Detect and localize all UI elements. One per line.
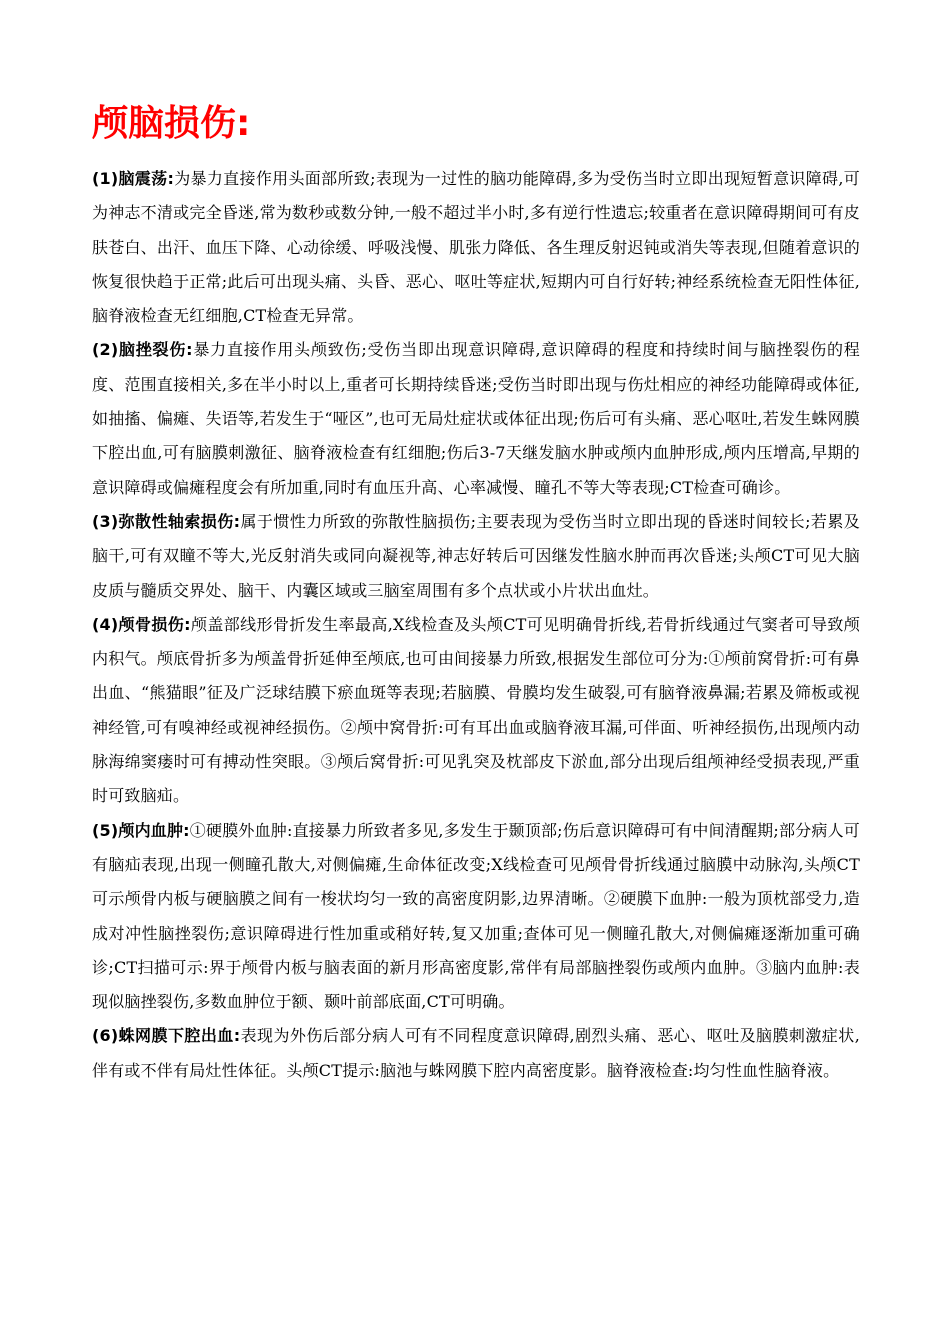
section-text: ①硬膜外血肿:直接暴力所致者多见,多发生于颞顶部;伤后意识障碍可有中间清醒期;部分病人可有脑疝表现,出现一侧瞳孔散大,对侧偏瘫,生命体征改变;X线检查可见颅骨骨折线通过脑膜中动脉沟,头颅CT可示颅骨内板与硬脑膜之间有一梭状均匀一致的高密度阴影,边界清晰。②硬膜下血肿:一般为顶枕部受力,造成对冲性脑挫裂伤;意识障碍进行性加重或稍好转,复又加重;查体可见一侧瞳孔散大,对侧偏瘫逐渐加重可确诊;CT扫描可示:界于颅骨内板与脑表面的新月形高密度影,常伴有局部脑挫裂伤或颅内血肿。③脑内血肿:表现似脑挫裂伤,多数血肿位于额、颞叶前部底面,CT可明确。	[92, 820, 860, 1012]
section-text: 表现为外伤后部分病人可有不同程度意识障碍,剧烈头痛、恶心、呕吐及脑膜刺激症状,伴有或不伴有局灶性体征。头颅CT提示:脑池与蛛网膜下腔内高密度影。脑脊液检查:均匀性血性脑脊液。	[92, 1026, 860, 1080]
section-heading: (5)颅内血肿:	[92, 820, 190, 840]
document-body	[92, 162, 860, 1088]
section-subarachnoid-hemorrhage	[92, 1019, 860, 1088]
section-heading: (3)弥散性轴索损伤:	[92, 511, 241, 531]
section-heading: (2)脑挫裂伤:	[92, 340, 193, 360]
section-text: 属于惯性力所致的弥散性脑损伤;主要表现为受伤当时立即出现的昏迷时间较长;若累及脑干,可有双瞳不等大,光反射消失或同向凝视等,神志好转后可因继发性脑水肿而再次昏迷;头颅CT可见大脑皮质与髓质交界处、脑干、内囊区域或三脑室周围有多个点状或小片状出血灶。	[92, 511, 860, 600]
section-heading: (6)蛛网膜下腔出血:	[92, 1026, 241, 1046]
section-heading: (4)颅骨损伤:	[92, 614, 191, 634]
section-intracranial-hematoma	[92, 814, 860, 1020]
section-diffuse-axonal-injury	[92, 505, 860, 608]
section-text: 颅盖部线形骨折发生率最高,X线检查及头颅CT可见明确骨折线,若骨折线通过气窦者可导致颅内积气。颅底骨折多为颅盖骨折延伸至颅底,也可由间接暴力所致,根据发生部位可分为:①颅前窝骨折:可有鼻出血、“熊猫眼”征及广泛球结膜下瘀血斑等表现;若脑膜、骨膜均发生破裂,可有脑脊液鼻漏;若累及筛板或视神经管,可有嗅神经或视神经损伤。②颅中窝骨折:可有耳出血或脑脊液耳漏,可伴面、听神经损伤,出现颅内动脉海绵窦瘘时可有搏动性突眼。③颅后窝骨折:可见乳突及枕部皮下淤血,部分出现后组颅神经受损表现,严重时可致脑疝。	[92, 614, 861, 806]
section-heading: (1)脑震荡:	[92, 169, 175, 188]
page-title: 颅脑损伤:	[92, 103, 251, 144]
section-concussion	[92, 162, 860, 333]
section-text: 为暴力直接作用头面部所致;表现为一过性的脑功能障碍,多为受伤当时立即出现短暂意识障碍,可为神志不清或完全昏迷,常为数秒或数分钟,一般不超过半小时,多有逆行性遗忘;较重者在意识障碍期间可有皮肤苍白、出汗、血压下降、心动徐缓、呼吸浅慢、肌张力降低、各生理反射迟钝或消失等表现,但随着意识的恢复很快趋于正常;此后可出现头痛、头昏、恶心、呕吐等症状,短期内可自行好转;神经系统检查无阳性体征,脑脊液检查无红细胞,CT检查无异常。	[92, 169, 860, 326]
section-skull-injury	[92, 608, 860, 814]
section-text: 暴力直接作用头颅致伤;受伤当即出现意识障碍,意识障碍的程度和持续时间与脑挫裂伤的程度、范围直接相关,多在半小时以上,重者可长期持续昏迷;受伤当时即出现与伤灶相应的神经功能障碍或体征,如抽搐、偏瘫、失语等,若发生于“哑区”,也可无局灶症状或体征出现;伤后可有头痛、恶心呕吐,若发生蛛网膜下腔出血,可有脑膜刺激征、脑脊液检查有红细胞;伤后3-7天继发脑水肿或颅内血肿形成,颅内压增高,早期的意识障碍或偏瘫程度会有所加重,同时有血压升高、心率减慢、瞳孔不等大等表现;CT检查可确诊。	[92, 340, 860, 497]
section-contusion	[92, 333, 860, 504]
